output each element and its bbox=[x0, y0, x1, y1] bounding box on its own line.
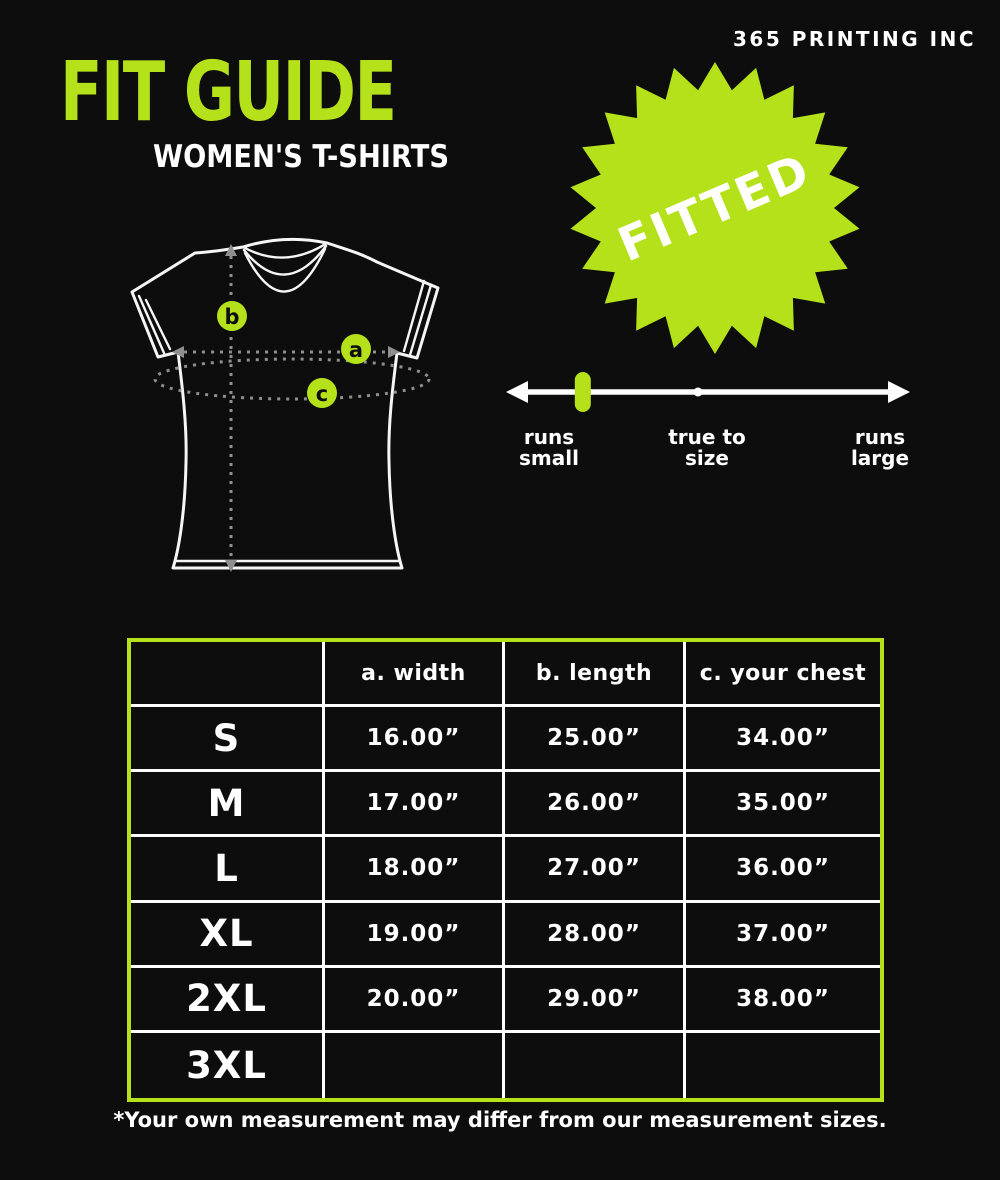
value-cell: 26.00” bbox=[505, 772, 686, 837]
column-header-blank bbox=[131, 642, 325, 707]
scale-label-runs-large bbox=[830, 427, 930, 469]
value-cell: 20.00” bbox=[325, 968, 505, 1033]
value-cell: 28.00” bbox=[505, 903, 686, 968]
column-header-length: b. length bbox=[505, 642, 686, 707]
collar-trim-line-1 bbox=[243, 243, 327, 258]
value-cell: 27.00” bbox=[505, 837, 686, 902]
tshirt-diagram bbox=[120, 222, 490, 602]
scale-label-line: small bbox=[519, 446, 579, 470]
size-cell: 3XL bbox=[131, 1033, 325, 1098]
value-cell: 17.00” bbox=[325, 772, 505, 837]
value-cell: 37.00” bbox=[686, 903, 880, 968]
value-cell: 16.00” bbox=[325, 707, 505, 772]
value-cell: 38.00” bbox=[686, 968, 880, 1033]
length-arrow-bottom bbox=[225, 560, 237, 572]
size-cell: S bbox=[131, 707, 325, 772]
value-cell bbox=[505, 1033, 686, 1098]
value-cell bbox=[686, 1033, 880, 1098]
size-cell: XL bbox=[131, 903, 325, 968]
column-header-chest: c. your chest bbox=[686, 642, 880, 707]
brand-name: 365 PRINTING INC bbox=[732, 27, 976, 51]
value-cell: 19.00” bbox=[325, 903, 505, 968]
footnote: *Your own measurement may differ from our measurement sizes. bbox=[113, 1108, 887, 1132]
scale-label-line: large bbox=[850, 446, 910, 470]
scale-label-line: true to bbox=[668, 425, 746, 449]
scale-label-true-to-size bbox=[657, 427, 757, 469]
marker-b-letter: b bbox=[224, 305, 240, 329]
value-cell: 36.00” bbox=[686, 837, 880, 902]
marker-c-letter: c bbox=[315, 382, 329, 406]
page-title: FIT GUIDE bbox=[60, 45, 396, 140]
scale-label-line: size bbox=[685, 446, 729, 470]
fit-scale bbox=[503, 362, 913, 422]
column-header-width: a. width bbox=[325, 642, 505, 707]
size-cell: L bbox=[131, 837, 325, 902]
value-cell: 35.00” bbox=[686, 772, 880, 837]
scale-right-arrowhead bbox=[888, 381, 910, 403]
value-cell: 18.00” bbox=[325, 837, 505, 902]
value-cell: 25.00” bbox=[505, 707, 686, 772]
scale-label-line: runs bbox=[854, 425, 906, 449]
scale-label-line: runs bbox=[523, 425, 575, 449]
true-to-size-tick bbox=[694, 388, 703, 397]
chest-measure-ellipse bbox=[155, 359, 429, 399]
scale-label-runs-small bbox=[499, 427, 599, 469]
marker-a-letter: a bbox=[348, 338, 364, 362]
collar-trim-line-3 bbox=[245, 249, 325, 292]
collar-back-line bbox=[243, 239, 327, 247]
fit-badge-label: FITTED bbox=[610, 142, 820, 274]
value-cell: 34.00” bbox=[686, 707, 880, 772]
size-cell: 2XL bbox=[131, 968, 325, 1033]
fit-badge bbox=[565, 58, 865, 358]
value-cell: 29.00” bbox=[505, 968, 686, 1033]
value-cell bbox=[325, 1033, 505, 1098]
fit-scale-marker bbox=[575, 372, 591, 412]
width-arrow-right bbox=[388, 346, 400, 358]
size-cell: M bbox=[131, 772, 325, 837]
scale-left-arrowhead bbox=[506, 381, 528, 403]
page-subtitle: WOMEN'S T-SHIRTS bbox=[153, 139, 449, 175]
size-chart-table bbox=[127, 638, 884, 1102]
